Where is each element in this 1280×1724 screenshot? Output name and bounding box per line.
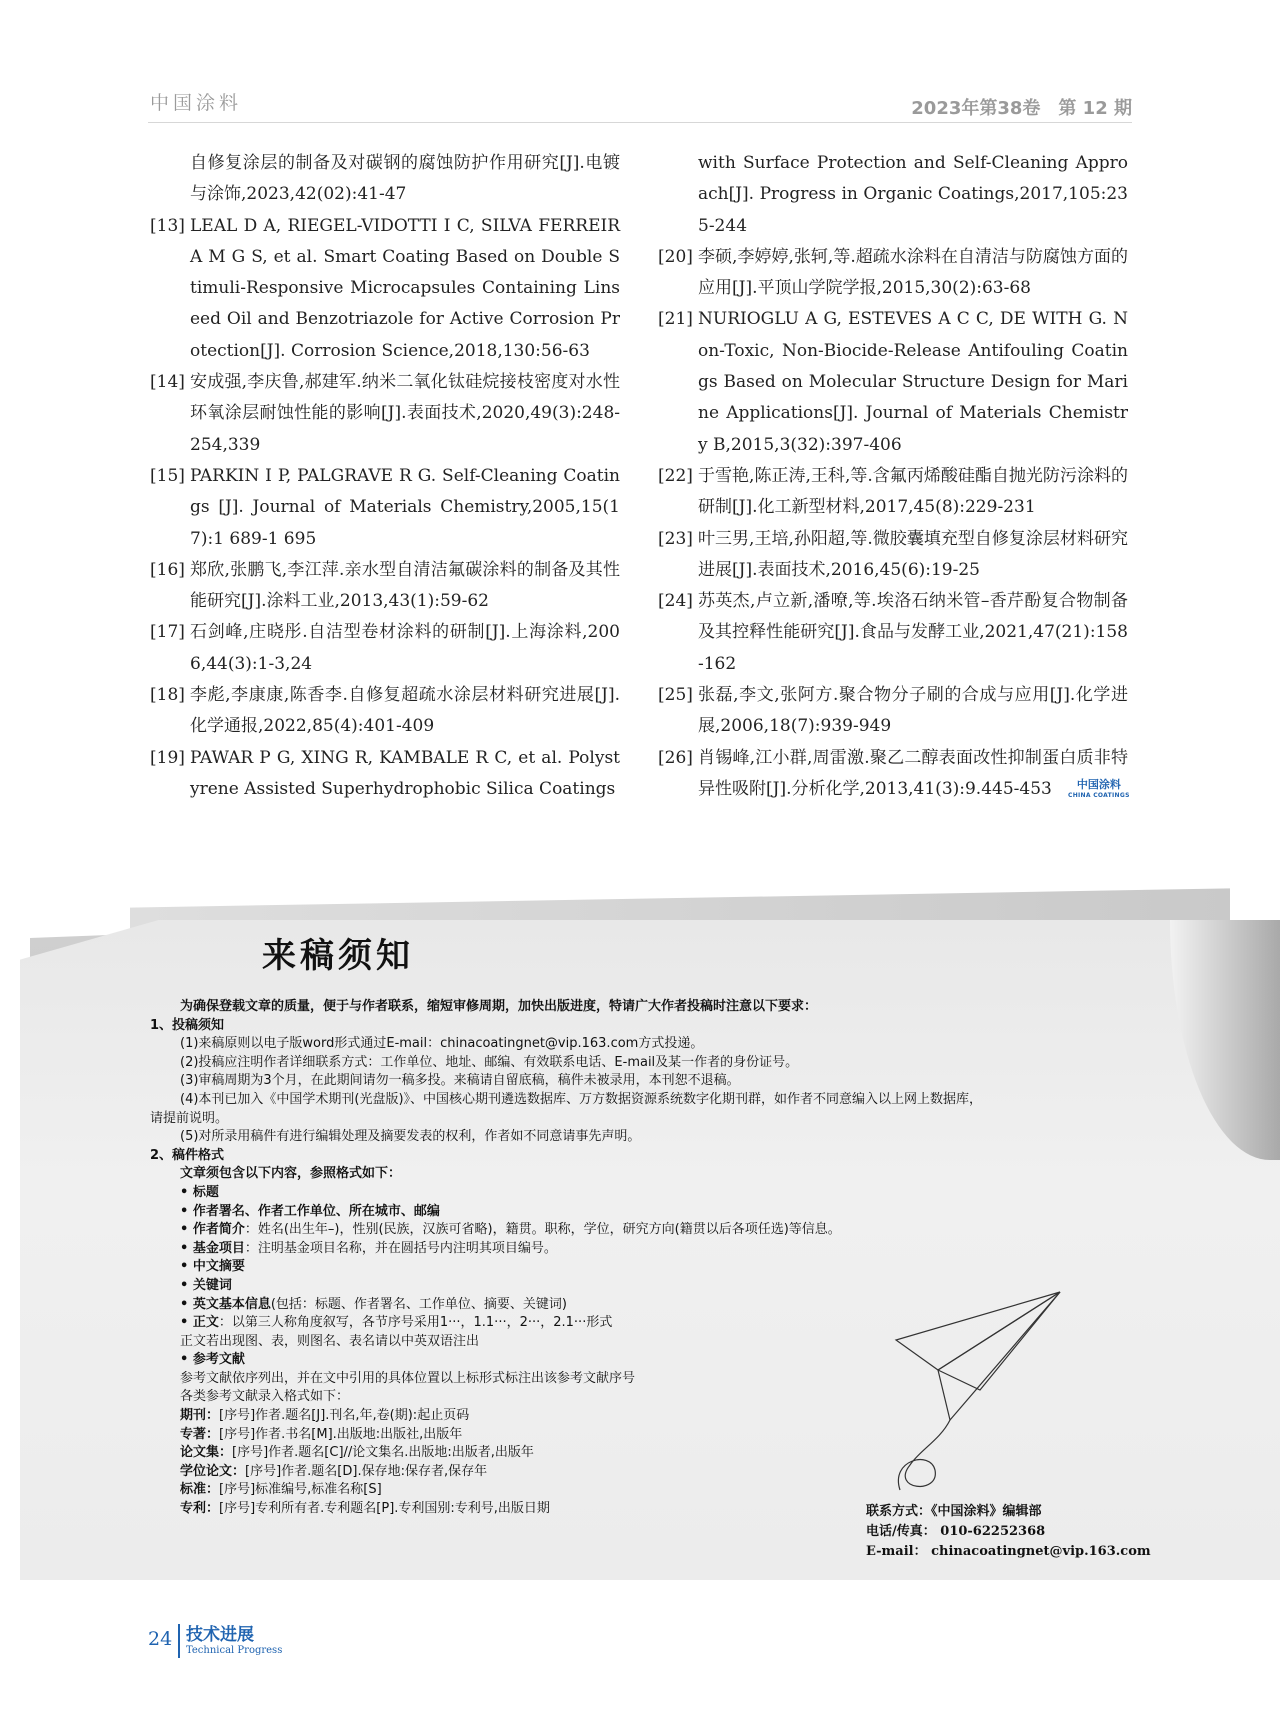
format-label: 论文集： xyxy=(180,1445,233,1461)
notice-item: (4)本刊已加入《中国学术期刊(光盘版)》、中国核心期刊遴选数据库、万方数据资源系统数字化期刊群，如作者不同意编入以上网上数据库， xyxy=(180,1091,983,1107)
bullet-label: • 关键词 xyxy=(180,1277,232,1293)
format-label: 标准： xyxy=(180,1482,220,1498)
reference-item xyxy=(658,148,1128,242)
references-line: 参考文献依序列出，并在文中引用的具体位置以上标形式标注出该参考文献序号 xyxy=(180,1370,636,1386)
journal-name: 中国涂料 xyxy=(150,92,243,114)
bullet-text: ：以第三人称角度叙写，各节序号采用1···，1.1···，2···，2.1···形式 xyxy=(218,1315,613,1331)
notice-item: (5)对所录用稿件有进行编辑处理及摘要发表的权利，作者如不同意请事先声明。 xyxy=(180,1129,641,1145)
reference-text: 于雪艳,陈正涛,王科,等.含氟丙烯酸硅酯自抛光防污涂料的研制[J].化工新型材料,2017,45(8):229-231 xyxy=(698,465,1128,518)
reference-text: 肖锡峰,江小群,周雷激.聚乙二醇表面改性抑制蛋白质非特异性吸附[J].分析化学,2013,41(3):9.445-453 xyxy=(698,747,1128,799)
reference-text: 苏英杰,卢立新,潘嘹,等.埃洛石纳米管–香芹酚复合物制备及其控释性能研究[J].食品与发酵工业,2021,47(21):158-162 xyxy=(698,591,1128,674)
reference-item xyxy=(658,242,1128,305)
body-note: 正文若出现图、表，则图名、表名请以中英双语注出 xyxy=(180,1333,480,1349)
notice-title: 来稿须知 xyxy=(262,936,414,976)
reference-text: 张磊,李文,张阿方.聚合物分子刷的合成与应用[J].化学进展,2006,18(7):939-949 xyxy=(698,685,1128,737)
reference-text: LEAL D A, RIEGEL-VIDOTTI I C, SILVA FERREIRA M G S, et al. Smart Coating Based on Double Stimuli-Responsive Microcapsules Containing Linseed Oil and Benzotriazole for Active Corrosion Protection[J]. Corrosion Science,2018,130:56-63 xyxy=(190,215,620,361)
page-number: 24 xyxy=(148,1628,173,1650)
reference-number: [18] xyxy=(150,685,185,706)
reference-number: [20] xyxy=(658,246,693,267)
format-text: [序号]专利所有者.专利题名[P].专利国别:专利号,出版日期 xyxy=(219,1501,550,1517)
contact-line: 联系方式：《中国涂料》编辑部 xyxy=(866,1504,1042,1519)
format-label: 期刊： xyxy=(180,1408,220,1424)
references-right-column xyxy=(658,148,1128,805)
section-name-en: Technical Progress xyxy=(186,1645,283,1656)
references-line: 各类参考文献录入格式如下： xyxy=(180,1389,350,1405)
reference-number: [13] xyxy=(150,215,185,236)
reference-text: 李彪,李康康,陈香李.自修复超疏水涂层材料研究进展[J].化学通报,2022,85(4):401-409 xyxy=(190,685,620,737)
reference-number: [22] xyxy=(658,465,693,486)
reference-item xyxy=(150,461,620,555)
format-text: [序号]作者.题名[C]//论文集名.出版地:出版者,出版年 xyxy=(232,1445,534,1461)
format-text: [序号]作者.题名[J].刊名,年,卷(期):起止页码 xyxy=(219,1408,470,1424)
notice-item: (3)审稿周期为3个月，在此期间请勿一稿多投。来稿请自留底稿，稿件未被录用，本刊恕不退稿。 xyxy=(180,1073,740,1089)
reference-number: [26] xyxy=(658,747,693,768)
section-title: 1、投稿须知 xyxy=(150,1017,225,1033)
reference-number: [19] xyxy=(150,747,185,768)
bullet-text: ：注明基金项目名称，并在圆括号内注明其项目编号。 xyxy=(244,1240,557,1256)
reference-item xyxy=(658,461,1128,524)
bullet-text: ：姓名(出生年–)，性别(民族，汉族可省略)，籍贯。职称，学位，研究方向(籍贯以后各项任选)等信息。 xyxy=(244,1222,841,1238)
bullet-label: • 中文摘要 xyxy=(180,1259,245,1275)
reference-item xyxy=(658,304,1128,460)
bullet-label: • 作者简介 xyxy=(180,1222,245,1238)
reference-item xyxy=(658,586,1128,680)
format-intro: 文章须包含以下内容，参照格式如下： xyxy=(180,1166,402,1182)
format-bullet xyxy=(150,1240,1150,1259)
format-bullet xyxy=(150,1184,1150,1203)
format-label: 专著： xyxy=(180,1426,220,1442)
reference-number: [24] xyxy=(658,591,693,612)
bullet-label: • 正文 xyxy=(180,1315,219,1331)
reference-number: [17] xyxy=(150,622,185,643)
reference-item xyxy=(150,211,620,367)
format-label: 学位论文： xyxy=(180,1463,246,1479)
issue-info: 2023年第38卷 第 12 期 xyxy=(911,98,1132,119)
section-name-cn: 技术进展 xyxy=(186,1625,254,1645)
notice-item: (2)投稿应注明作者详细联系方式：工作单位、地址、邮编、有效联系电话、E-mail及某一作者的身份证号。 xyxy=(180,1054,799,1070)
reference-item xyxy=(150,148,620,211)
footer-divider xyxy=(178,1624,180,1658)
reference-text: with Surface Protection and Self-Cleaning Approach[J]. Progress in Organic Coatings,2017,105:235-244 xyxy=(698,153,1128,236)
paper-plane-icon xyxy=(880,1290,1080,1500)
reference-number: [16] xyxy=(150,559,185,580)
reference-item xyxy=(658,743,1128,806)
reference-item xyxy=(150,367,620,461)
reference-number: [21] xyxy=(658,309,693,330)
format-text: [序号]作者.书名[M].出版地:出版社,出版年 xyxy=(219,1426,463,1442)
header-divider xyxy=(148,122,1132,123)
reference-number: [25] xyxy=(658,685,693,706)
reference-item xyxy=(150,555,620,618)
bullet-label: • 标题 xyxy=(180,1184,219,1200)
references-label: • 参考文献 xyxy=(180,1352,245,1368)
logo-en: CHINA COATINGS xyxy=(1068,792,1130,799)
bullet-label: • 英文基本信息 xyxy=(180,1296,271,1312)
submission-notice xyxy=(0,890,1280,1580)
reference-item xyxy=(658,524,1128,587)
china-coatings-logo xyxy=(1068,776,1130,799)
reference-text: 石剑峰,庄晓彤.自洁型卷材涂料的研制[J].上海涂料,2006,44(3):1-3,24 xyxy=(190,622,620,674)
contact-info xyxy=(866,1502,1151,1562)
reference-item xyxy=(658,680,1128,743)
contact-email: E-mail： chinacoatingnet@vip.163.com xyxy=(866,1544,1151,1559)
logo-cn: 中国涂料 xyxy=(1076,778,1121,791)
contact-phone: 电话/传真： 010-62252368 xyxy=(866,1524,1046,1539)
reference-text: NURIOGLU A G, ESTEVES A C C, DE WITH G. Non-Toxic, Non-Biocide-Release Antifouling Coatings Based on Molecular Structure Design for Marine Applications[J]. Journal of Materials Chemistry B,2015,3(32):397-406 xyxy=(698,309,1128,455)
reference-number: [23] xyxy=(658,528,693,549)
bullet-text: (包括：标题、作者署名、工作单位、摘要、关键词) xyxy=(270,1296,567,1312)
bullet-label: • 作者署名、作者工作单位、所在城市、邮编 xyxy=(180,1203,440,1219)
reference-text: 叶三男,王培,孙阳超,等.微胶囊填充型自修复涂层材料研究进展[J].表面技术,2016,45(6):19-25 xyxy=(698,528,1128,580)
format-text: [序号]作者.题名[D].保存地:保存者,保存年 xyxy=(245,1463,488,1479)
format-text: [序号]标准编号,标准名称[S] xyxy=(219,1482,382,1498)
reference-item xyxy=(150,743,620,806)
reference-item xyxy=(150,617,620,680)
references-left-column xyxy=(150,148,620,805)
reference-number: [15] xyxy=(150,465,185,486)
notice-intro: 为确保登载文章的质量，便于与作者联系，缩短审修周期，加快出版进度，特请广大作者投稿时注意以下要求： xyxy=(180,999,818,1014)
reference-text: 郑欣,张鹏飞,李江萍.亲水型自清洁氟碳涂料的制备及其性能研究[J].涂料工业,2013,43(1):59-62 xyxy=(190,559,620,612)
section-title: 2、稿件格式 xyxy=(150,1147,225,1163)
format-bullet xyxy=(150,1221,1150,1240)
reference-text: PAWAR P G, XING R, KAMBALE R C, et al. Polystyrene Assisted Superhydrophobic Silica Coatings xyxy=(190,747,620,799)
reference-item xyxy=(150,680,620,743)
reference-number: [14] xyxy=(150,372,185,393)
reference-text: PARKIN I P, PALGRAVE R G. Self-Cleaning Coatings [J]. Journal of Materials Chemistry,2005,15(17):1 689-1 695 xyxy=(190,465,620,549)
format-bullet xyxy=(150,1203,1150,1222)
reference-text: 自修复涂层的制备及对碳钢的腐蚀防护作用研究[J].电镀与涂饰,2023,42(02):41-47 xyxy=(190,153,620,205)
format-label: 专利： xyxy=(180,1501,220,1517)
format-bullet xyxy=(150,1258,1150,1277)
notice-item-continued: 请提前说明。 xyxy=(150,1110,229,1126)
bullet-label: • 基金项目 xyxy=(180,1240,245,1256)
reference-text: 李硕,李婷婷,张轲,等.超疏水涂料在自清洁与防腐蚀方面的应用[J].平顶山学院学报,2015,30(2):63-68 xyxy=(698,246,1128,299)
reference-text: 安成强,李庆鲁,郝建军.纳米二氧化钛硅烷接枝密度对水性环氧涂层耐蚀性能的影响[J].表面技术,2020,49(3):248-254,339 xyxy=(190,372,620,455)
notice-item: (1)来稿原则以电子版word形式通过E-mail：chinacoatingnet@vip.163.com方式投递。 xyxy=(180,1036,704,1052)
